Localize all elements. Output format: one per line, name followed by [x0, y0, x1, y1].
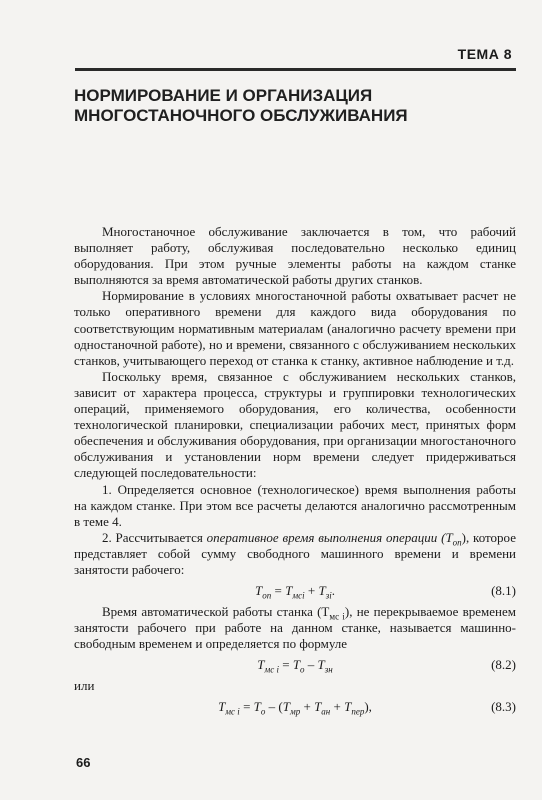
paragraph-2: Нормирование в условиях многостаночной работы охватывает расчет не только оперативного времени для каждого вида оборудования по соответствующим нормативным материалам (аналогично расчету времени при одностаночной работе), но и времени, связанного с обслуживанием нескольких станков, учитывающего переход от станка к станку, активное наблюдение и т.д.: [74, 288, 516, 368]
topic-header: [75, 46, 516, 71]
page-number: 66: [76, 755, 91, 770]
paragraph-5-end: ), которое представляет собой сумму свободного машинного времени и времени занятости рабочего:: [74, 529, 516, 577]
paragraph-5: [74, 530, 516, 578]
operative-time-term: оперативное время выполнения операции: [206, 529, 438, 545]
formula-8-3-expression: $Т_{мс i} = Т_о - (Т_{мр} + Т_{ан} + Т_{пер})$,: [218, 699, 372, 718]
formula-8-2-expression: $Т_{мс i} = Т_о - Т_{зн}$: [257, 657, 333, 675]
topic-label: ТЕМА 8: [457, 46, 512, 62]
paragraph-6: Время автоматической работы станка $(Т_{мс i})$, не перекрываемое временем занятости рабочего при работе на данном станке, называется машинно-свободным временем и определяется по формуле: [74, 604, 517, 652]
or-word: или: [74, 678, 95, 694]
paragraph-5-start: 2. Рассчитывается: [102, 529, 207, 545]
body-text: [74, 224, 516, 720]
operative-time-symbol: ($Т_{оп}$: [441, 529, 462, 548]
formula-8-2: [74, 655, 516, 676]
formula-8-3: [74, 697, 516, 718]
paragraph-1: Многостаночное обслуживание заключается в том, что рабочий выполняет работу, обслуживая последовательно несколько единиц оборудования. При этом ручные элементы работы на каждом станке выполняются за время автоматической работы других станков.: [74, 224, 516, 288]
title-line-1: НОРМИРОВАНИЕ И ОРГАНИЗАЦИЯ: [74, 86, 373, 105]
formula-8-3-number: (8.3): [491, 699, 516, 715]
formula-8-1-expression: $Т_{оп} = Т_{мсi} + Т_{зi}$.: [255, 583, 335, 601]
formula-8-1: [74, 581, 516, 602]
page-title: [74, 86, 514, 126]
paragraph-3: Поскольку время, связанное с обслуживанием нескольких станков, зависит от характера процесса, структуры и группировки технологических операций, применяемого оборудования, его количества, особенности технологической планировки, специализации рабочих мест, принятых форм обеспечения и обслуживания оборудования, при организации многостаночного обслуживания и установлении норм времени следует придерживаться следующей последовательности:: [74, 368, 516, 481]
title-line-2: МНОГОСТАНОЧНОГО ОБСЛУЖИВАНИЯ: [74, 106, 408, 125]
formula-8-1-number: (8.1): [491, 583, 516, 599]
formula-8-2-number: (8.2): [491, 657, 516, 673]
paragraph-4: 1. Определяется основное (технологическое) время выполнения работы на каждом станке. При этом все расчеты делаются аналогично рассмотренным в теме 4.: [74, 481, 516, 529]
